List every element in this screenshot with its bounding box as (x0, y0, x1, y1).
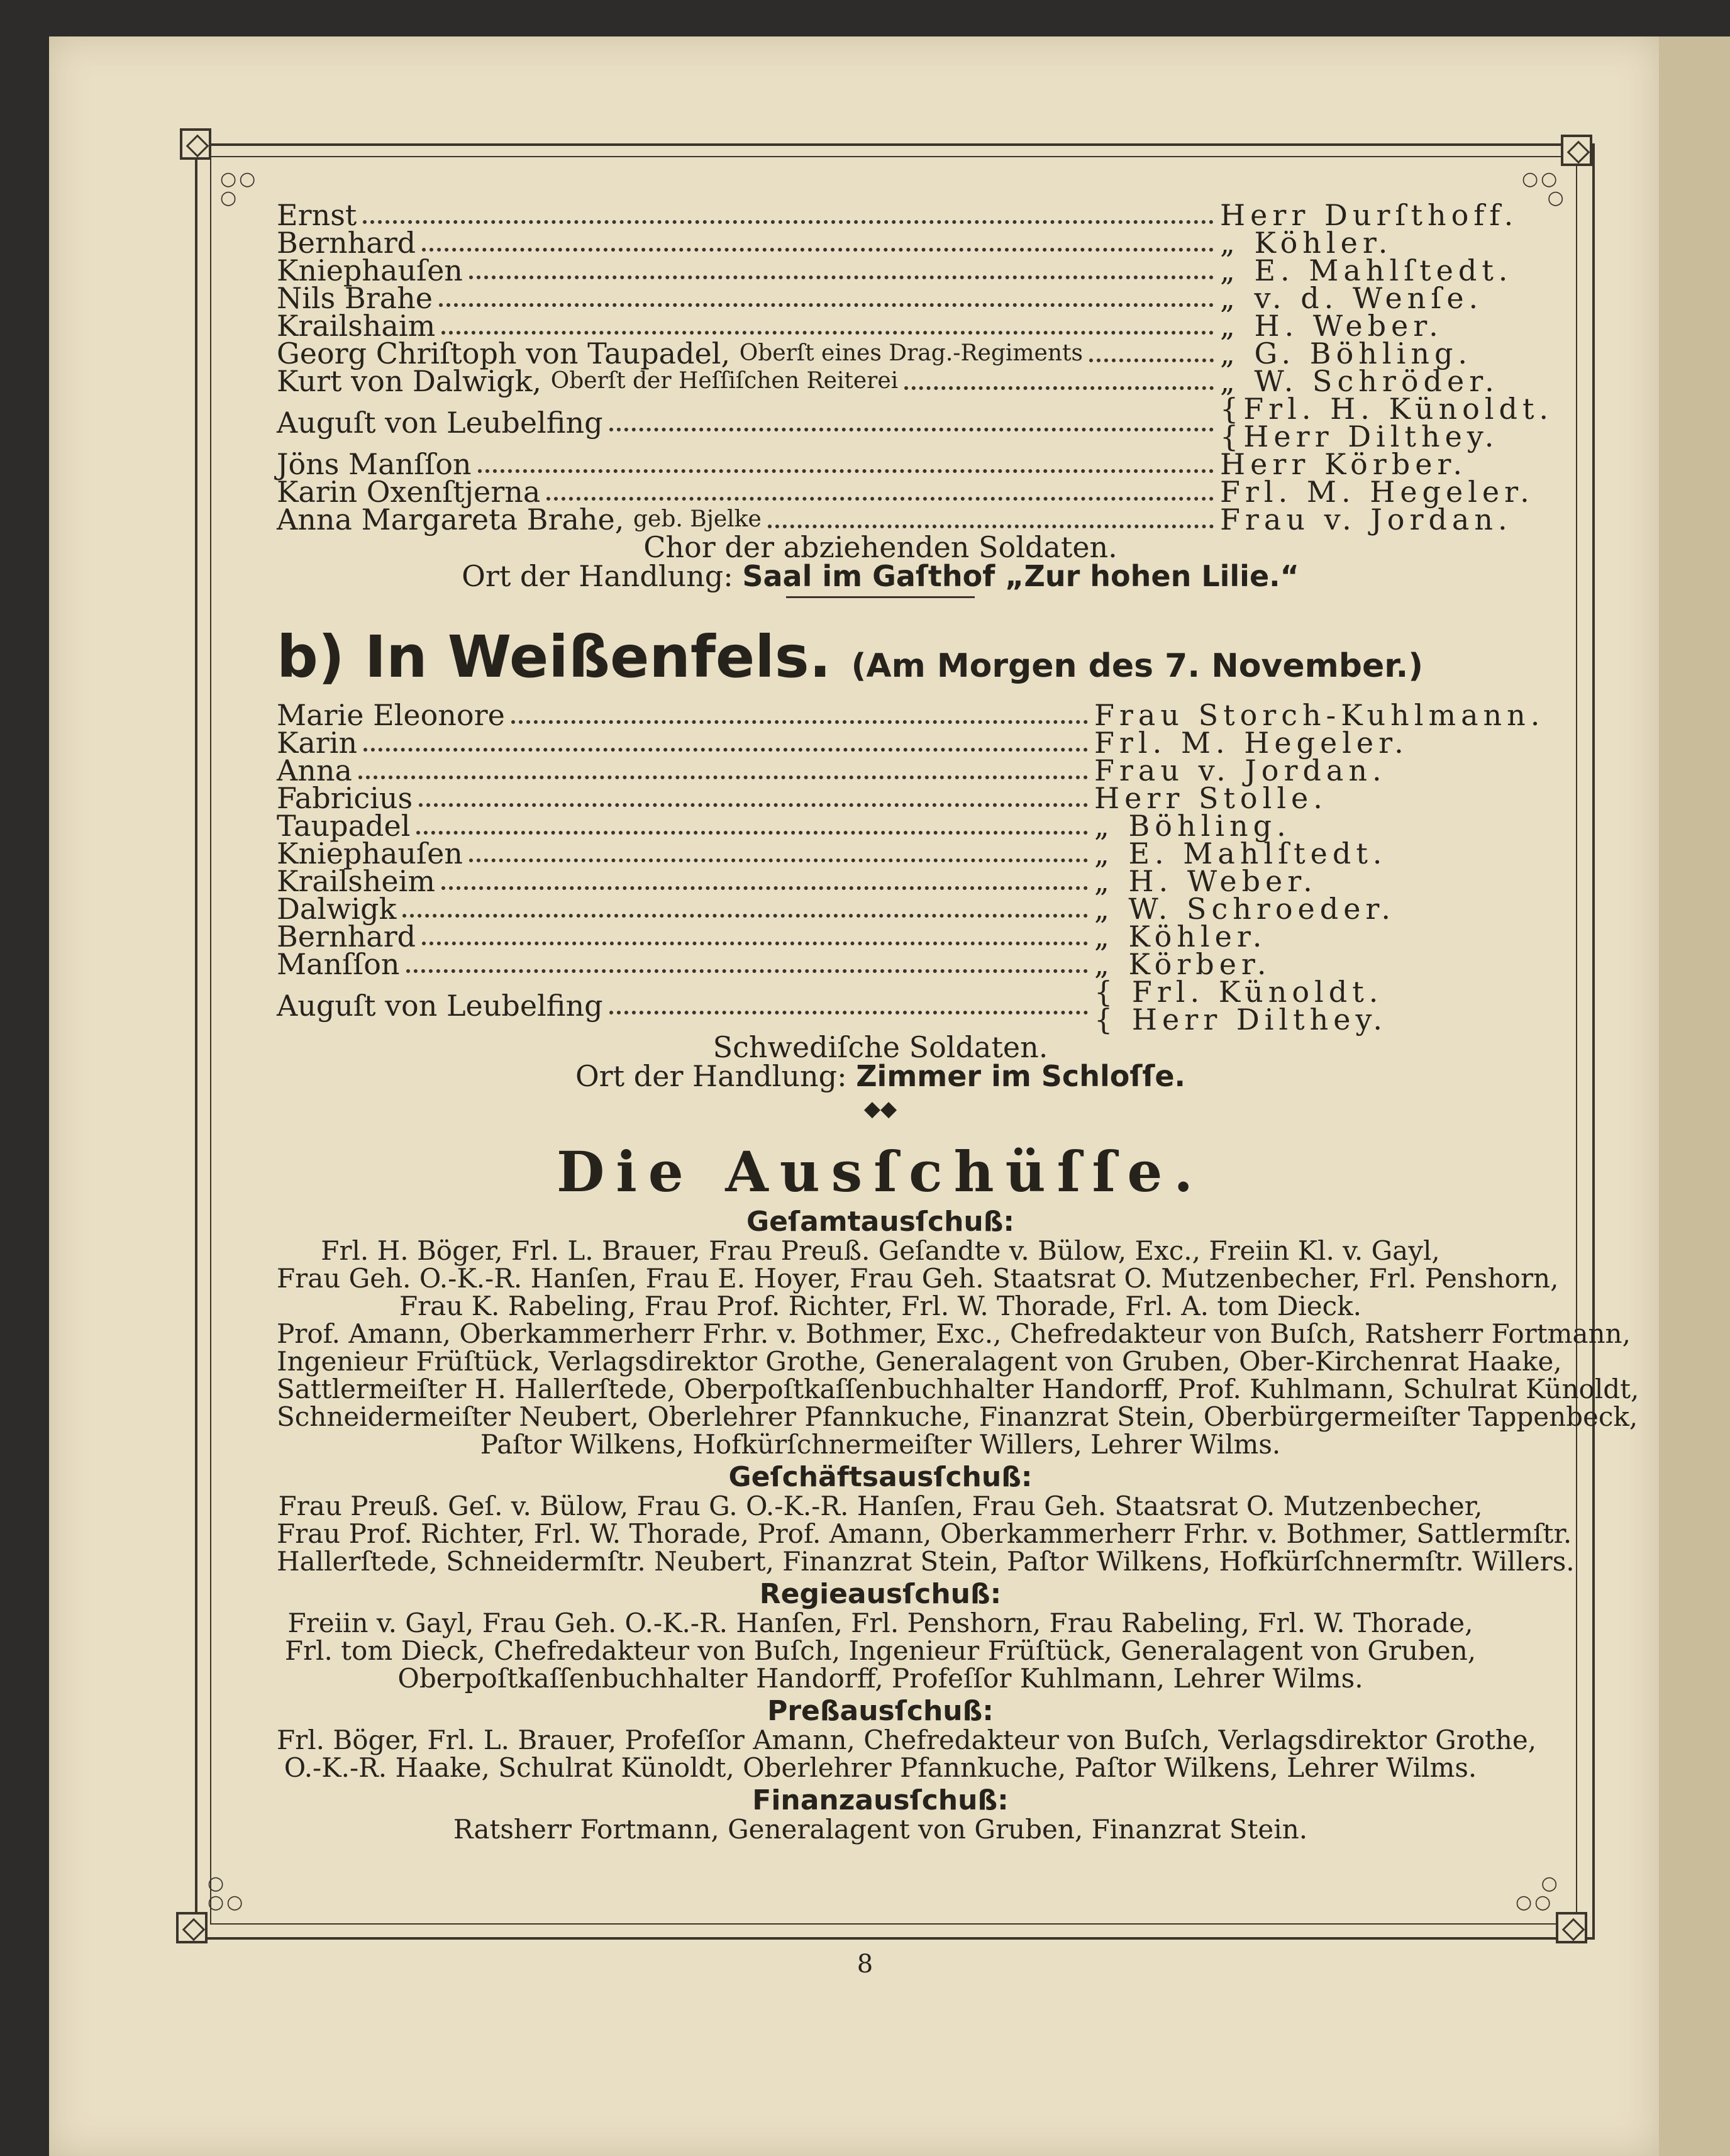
place-of-action-b (277, 1059, 1484, 1093)
role-name: Taupadel (277, 809, 411, 843)
actor-name: Frau v. Jordan. (1220, 503, 1512, 536)
leader-dots (511, 720, 1088, 724)
role-name: Auguſt von Leubelfing (277, 406, 603, 440)
role-name: Krailshaim (277, 309, 436, 343)
corner-ornament-icon (1561, 135, 1592, 166)
role-note: Oberſt der Heſſiſchen Reiterei (550, 368, 899, 394)
cast-row (277, 781, 1484, 815)
actor-name: „ H. Weber. (1094, 864, 1317, 898)
leader-dots (768, 525, 1214, 528)
committee-members-line: Frau Geh. O.-K.-R. Hanſen, Frau E. Hoyer, Frau Geh. Staatsrat O. Mutzenbecher, Frl. Penshorn, (277, 1263, 1559, 1294)
leader-dots (469, 275, 1214, 279)
actor-name: Herr Durſthoff. (1220, 198, 1519, 232)
committee-members-line: Ratsherr Fortmann, Generalagent von Gruben, Finanzrat Stein. (453, 1814, 1308, 1845)
committee-block (277, 1579, 1484, 1692)
role-name: Manſſon (277, 947, 400, 981)
leader-dots (609, 428, 1214, 431)
leader-dots (422, 248, 1214, 252)
committee-members-line: Hallerſtede, Schneidermſtr. Neubert, Finanzrat Stein, Paſtor Wilkens, Hofkürſchnermſtr. Willers. (277, 1546, 1575, 1577)
committee-members-line: Frl. H. Böger, Frl. L. Brauer, Frau Preuß. Geſandte v. Bülow, Exc., Freiin Kl. v. Gayl, (321, 1235, 1440, 1266)
committee-block (277, 1461, 1575, 1577)
scene-title: b) In Weißenfels. (277, 623, 831, 691)
chorus-a: Chor der abziehenden Soldaten. (643, 530, 1117, 564)
role-note: geb. Bjelke (633, 506, 762, 532)
cast-row (277, 975, 1484, 1036)
cast-list-b (277, 698, 1545, 1036)
leader-dots (363, 748, 1088, 752)
role-name: Anna Margareta Brahe, (277, 503, 624, 536)
leader-dots (358, 775, 1088, 779)
cast-row (277, 753, 1484, 787)
ring-ornament-icon: ○○ ○ (1522, 168, 1566, 209)
committee-members-line: Frl. Böger, Frl. L. Brauer, Profeſſor Amann, Chefredakteur von Buſch, Verlagsdirektor Grothe, (277, 1725, 1537, 1755)
actor-name: Frl. M. Hegeler. (1094, 726, 1409, 760)
cast-row (277, 864, 1484, 898)
cast-row (277, 447, 1484, 481)
role-name: Ernst (277, 198, 357, 232)
actor-name-pair (1094, 975, 1484, 1036)
cast-row (277, 947, 1484, 981)
actor-name: { Frl. Künoldt. (1094, 975, 1383, 1009)
chorus-b: Schwediſche Soldaten. (713, 1030, 1048, 1064)
actor-name: „ E. Mahlſtedt. (1094, 836, 1387, 870)
diamond-separator-icon: ◆◆ (863, 1096, 897, 1121)
actor-name: „ v. d. Wenſe. (1220, 281, 1483, 315)
cast-row (277, 836, 1484, 870)
cast-row (277, 726, 1484, 760)
place-label: Ort der Handlung: (462, 559, 733, 593)
committee-members-line: Frau K. Rabeling, Frau Prof. Richter, Frl. W. Thorade, Frl. A. tom Dieck. (399, 1291, 1361, 1321)
actor-name: „ Böhling. (1094, 809, 1291, 843)
binding-edge (1659, 36, 1730, 2156)
role-note: Oberſt eines Drag.-Regiments (739, 340, 1083, 366)
committee-block (277, 1206, 1639, 1460)
committee-heading: Geſchäftsausſchuß: (728, 1461, 1033, 1493)
cast-row (277, 698, 1545, 732)
page-number: 8 (857, 1950, 873, 1979)
role-name: Georg Chriſtoph von Taupadel, (277, 336, 731, 370)
leader-dots (478, 469, 1214, 473)
leader-dots (441, 886, 1088, 890)
scene-subtitle: (Am Morgen des 7. November.) (851, 647, 1424, 685)
committee-heading: Finanzausſchuß: (752, 1784, 1009, 1816)
role-name: Karin (277, 726, 358, 760)
leader-dots (469, 859, 1088, 862)
cast-row (277, 503, 1512, 536)
committee-members-line: Paſtor Wilkens, Hofkürſchnermeiſter Willers, Lehrer Wilms. (480, 1429, 1281, 1460)
ring-ornament-icon: ○○ ○ (220, 168, 258, 209)
actor-name-pair (1220, 392, 1554, 453)
leader-dots (402, 914, 1088, 918)
committee-members-line: Prof. Amann, Oberkammerherr Frhr. v. Bothmer, Exc., Chefredakteur von Buſch, Ratsherr Fortmann, (277, 1318, 1631, 1349)
leader-dots (904, 386, 1214, 390)
corner-ornament-icon (176, 1912, 208, 1943)
leader-dots (546, 497, 1214, 501)
committee-members-line: Freiin v. Gayl, Frau Geh. O.-K.-R. Hanſen, Frl. Penshorn, Frau Rabeling, Frl. W. Thorade, (287, 1608, 1473, 1638)
cast-row (277, 392, 1554, 453)
leader-dots (419, 803, 1088, 807)
committee-members-line: Frau Preuß. Geſ. v. Bülow, Frau G. O.-K.-R. Hanſen, Frau Geh. Staatsrat O. Mutzenbecher, (278, 1491, 1483, 1521)
leader-dots (363, 220, 1214, 224)
place-label: Ort der Handlung: (575, 1059, 847, 1093)
role-name: Kniephauſen (277, 253, 463, 287)
corner-ornament-icon (180, 128, 211, 160)
leader-dots (406, 969, 1088, 973)
actor-name: „ W. Schroeder. (1094, 892, 1395, 926)
cast-row (277, 892, 1484, 926)
cast-row (277, 198, 1519, 232)
actor-name: „ Köhler. (1094, 920, 1267, 953)
committee-members-line: Frau Prof. Richter, Frl. W. Thorade, Prof. Amann, Oberkammerherr Frhr. v. Bothmer, Sattlermſtr. (277, 1518, 1572, 1549)
role-name: Dalwigk (277, 892, 397, 926)
place-value: Saal im Gaſthof „Zur hohen Lilie.“ (742, 559, 1299, 593)
role-name: Nils Brahe (277, 281, 433, 315)
leader-dots (422, 942, 1088, 945)
program-content (277, 198, 1639, 1845)
committees-title: Die Ausſchüſſe. (557, 1139, 1204, 1204)
cast-row (277, 364, 1499, 398)
actor-name: Herr Körber. (1220, 447, 1467, 481)
actor-name: Frau Storch-Kuhlmann. (1094, 698, 1545, 732)
place-of-action-a (277, 559, 1484, 593)
actor-name: {Frl. H. Künoldt. (1220, 392, 1554, 426)
place-value: Zimmer im Schloſſe. (856, 1059, 1186, 1093)
committee-members-line: Sattlermeiſter H. Hallerſtede, Oberpoſtkaſſenbuchhalter Handorff, Prof. Kuhlmann, Schulrat Künoldt, (277, 1374, 1639, 1404)
committee-heading: Preßausſchuß: (767, 1695, 994, 1727)
ring-ornament-icon: ○ ○○ (208, 1872, 246, 1913)
cast-row (277, 475, 1534, 509)
committee-members-line: Oberpoſtkaſſenbuchhalter Handorff, Profeſſor Kuhlmann, Lehrer Wilms. (397, 1663, 1363, 1694)
role-name: Kurt von Dalwigk, (277, 364, 542, 398)
committee-members-line: Ingenieur Früſtück, Verlagsdirektor Grothe, Generalagent von Gruben, Ober-Kirchenrat Haake, (277, 1346, 1562, 1377)
committee-block (277, 1786, 1484, 1843)
committee-members-line: O.-K.-R. Haake, Schulrat Künoldt, Oberlehrer Pfannkuche, Paſtor Wilkens, Lehrer Wilms. (284, 1752, 1477, 1783)
actor-name: Herr Stolle. (1094, 781, 1328, 815)
role-name: Fabricius (277, 781, 413, 815)
actor-name: „ E. Mahlſtedt. (1220, 253, 1513, 287)
cast-row (277, 253, 1513, 287)
leader-dots (609, 1011, 1088, 1014)
actor-name: „ Körber. (1094, 947, 1272, 981)
role-name: Bernhard (277, 226, 416, 260)
actor-name: Frau v. Jordan. (1094, 753, 1387, 787)
actor-name: „ Köhler. (1220, 226, 1393, 260)
role-name: Kniephauſen (277, 836, 463, 870)
committee-heading: Regieausſchuß: (759, 1578, 1002, 1610)
actor-name: { Herr Dilthey. (1094, 1003, 1387, 1036)
role-name: Marie Eleonore (277, 698, 505, 732)
leader-dots (439, 303, 1214, 307)
cast-list-a (277, 198, 1554, 536)
committee-heading: Geſamtausſchuß: (746, 1206, 1014, 1238)
corner-ornament-icon (1556, 1912, 1587, 1943)
leader-dots (441, 331, 1214, 335)
actor-name: „ G. Böhling. (1220, 336, 1473, 370)
committee-members-line: Frl. tom Dieck, Chefredakteur von Buſch, Ingenieur Früſtück, Generalagent von Gruben, (284, 1635, 1477, 1666)
ring-ornament-icon: ○ ○○ (1516, 1872, 1560, 1913)
actor-name: „ H. Weber. (1220, 309, 1443, 343)
cast-row (277, 336, 1484, 370)
committee-members-line: Schneidermeiſter Neubert, Oberlehrer Pfannkuche, Finanzrat Stein, Oberbürgermeiſter Tappenbeck, (277, 1401, 1638, 1432)
committee-block (277, 1695, 1537, 1783)
actor-name: Frl. M. Hegeler. (1220, 475, 1534, 509)
actor-name: {Herr Dilthey. (1220, 420, 1499, 453)
role-name: Karin Oxenſtjerna (277, 475, 541, 509)
cast-row (277, 226, 1484, 260)
scene-heading (277, 623, 1484, 697)
role-name: Krailsheim (277, 864, 435, 898)
actor-name: „ W. Schröder. (1220, 364, 1499, 398)
role-name: Anna (277, 753, 352, 787)
role-name: Auguſt von Leubelfing (277, 989, 603, 1023)
cast-row (277, 920, 1484, 953)
divider (786, 596, 975, 598)
leader-dots (416, 831, 1088, 835)
cast-row (277, 809, 1484, 843)
leader-dots (1089, 358, 1214, 362)
role-name: Bernhard (277, 920, 416, 953)
cast-row (277, 309, 1484, 343)
cast-row (277, 281, 1484, 315)
role-name: Jöns Manſſon (277, 447, 472, 481)
